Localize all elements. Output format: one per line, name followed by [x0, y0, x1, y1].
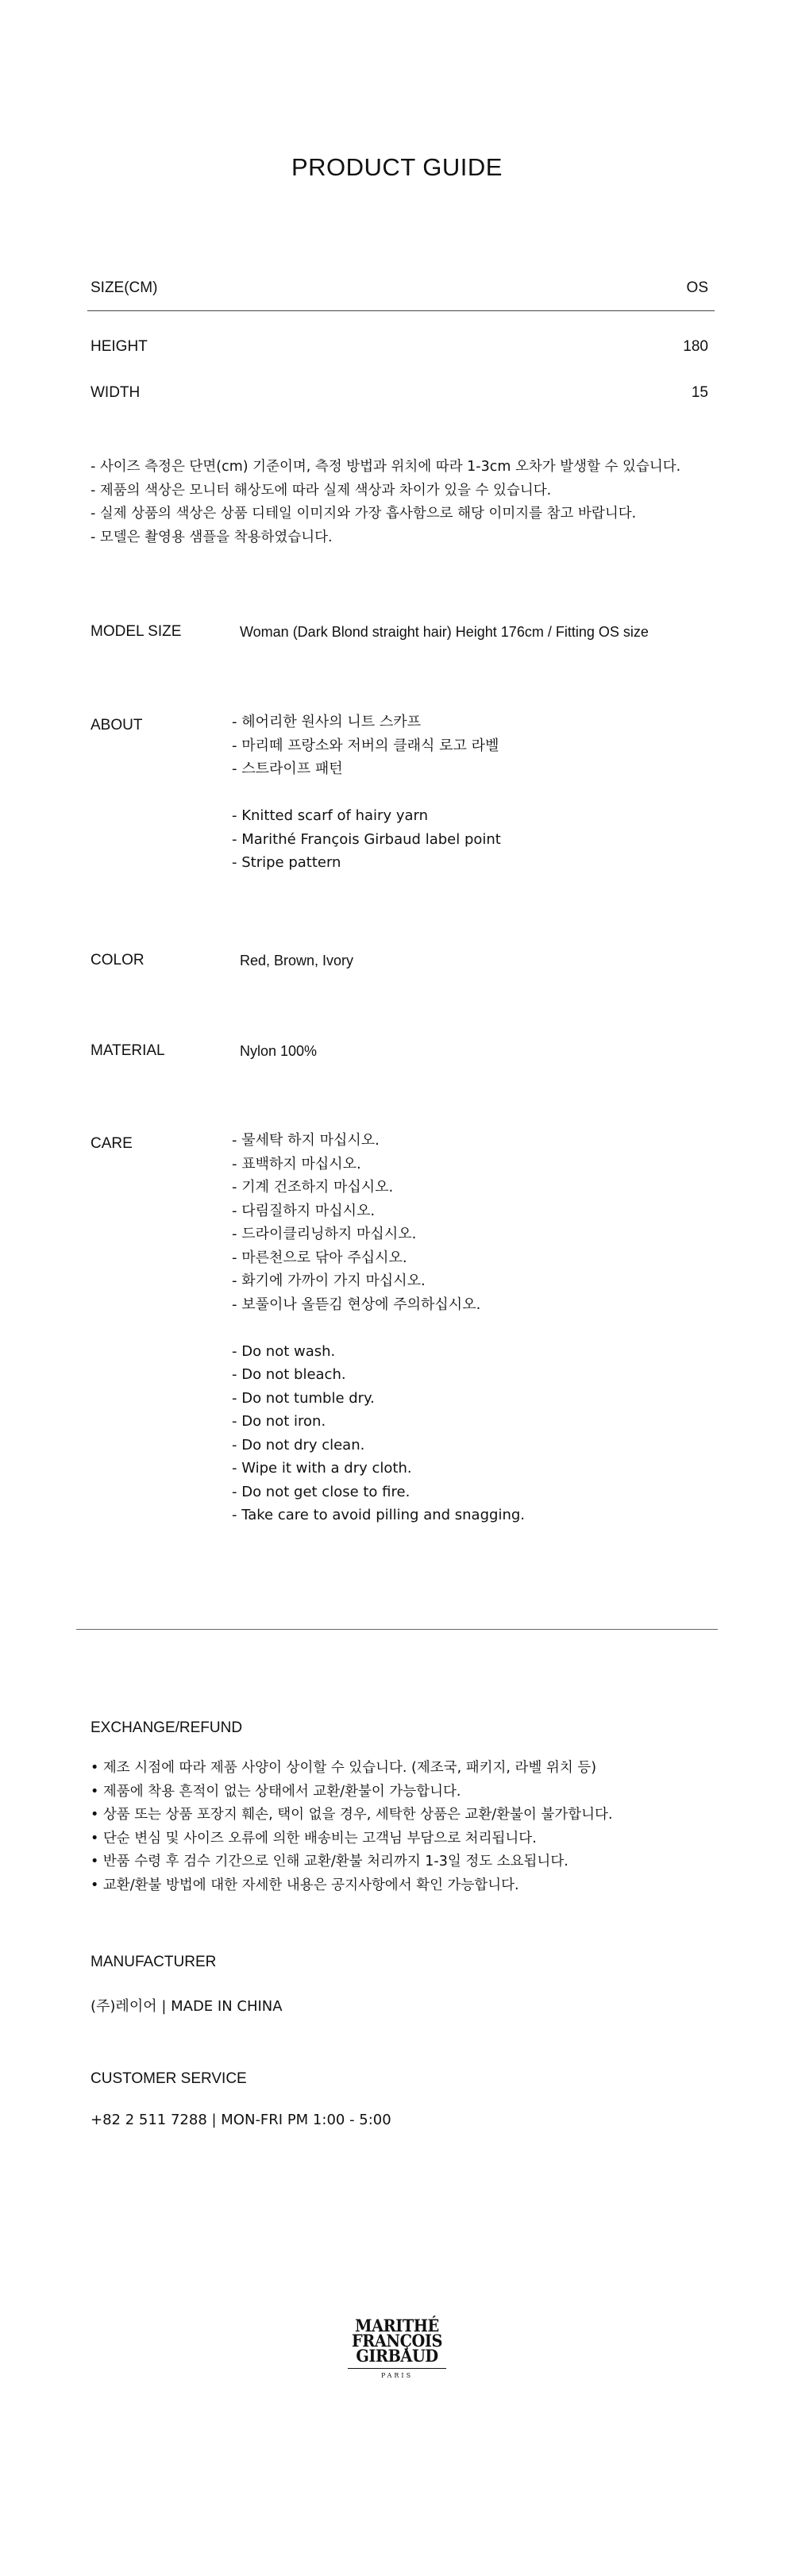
care-line: - Take care to avoid pilling and snagging.	[232, 1507, 525, 1523]
logo-paris: PARIS	[380, 2372, 414, 2379]
care-line	[232, 1316, 525, 1340]
about-list	[232, 710, 501, 875]
care-list	[232, 1129, 525, 1527]
material-value: Nylon 100%	[240, 1043, 318, 1059]
care-line: - Do not dry clean.	[232, 1436, 365, 1454]
size-row-value-height: 180	[683, 338, 708, 355]
care-line: - Do not iron.	[232, 1413, 326, 1430]
size-notes	[91, 456, 742, 549]
care-line: - 화기에 가까이 가지 마십시오.	[232, 1273, 426, 1289]
size-table-header-os: OS	[686, 279, 708, 296]
customer-service-title: CUSTOMER SERVICE	[91, 2070, 247, 2087]
about-line: - 마리떼 프랑소와 저버의 클래식 로고 라벨	[232, 737, 499, 754]
customer-service-value: +82 2 511 7288 | MON-FRI PM 1:00 - 5:00	[91, 2112, 391, 2128]
size-row-label-height: HEIGHT	[91, 338, 148, 355]
color-value: Red, Brown, Ivory	[240, 953, 354, 968]
care-line: - 드라이클리닝하지 마십시오.	[232, 1226, 417, 1242]
exchange-bullet: • 제품에 착용 흔적이 없는 상태에서 교환/환불이 가능합니다.	[91, 1783, 461, 1800]
exchange-bullet: • 제조 시점에 따라 제품 사양이 상이할 수 있습니다. (제조국, 패키지, 라벨 위치 등)	[91, 1760, 597, 1776]
brand-logo	[337, 2318, 457, 2379]
exchange-bullet: • 단순 변심 및 사이즈 오류에 의한 배송비는 고객님 부담으로 처리됩니다.	[91, 1830, 537, 1846]
about-label: ABOUT	[91, 717, 143, 734]
manufacturer-title: MANUFACTURER	[91, 1954, 217, 1970]
model-size-label: MODEL SIZE	[91, 623, 182, 640]
care-line: - Wipe it with a dry cloth.	[232, 1460, 412, 1477]
about-line: - 헤어리한 원사의 니트 스카프	[232, 714, 422, 730]
exchange-bullet: • 교환/환불 방법에 대한 자세한 내용은 공지사항에서 확인 가능합니다.	[91, 1877, 519, 1893]
logo-line-marithe: MARITHÉ	[355, 2316, 439, 2335]
note-line: - 실제 상품의 색상은 상품 디테일 이미지와 가장 흡사함으로 해당 이미지를 참고 바랍니다.	[91, 506, 637, 522]
size-table-header-size: SIZE(CM)	[91, 279, 158, 296]
about-line	[232, 781, 501, 805]
about-line: - Marithé François Girbaud label point	[232, 830, 501, 848]
care-label: CARE	[91, 1135, 133, 1152]
manufacturer-value: (주)레이어 | MADE IN CHINA	[91, 1998, 283, 2015]
exchange-refund-list	[91, 1757, 757, 1897]
care-line: - Do not get close to fire.	[232, 1483, 410, 1500]
color-label: COLOR	[91, 952, 145, 968]
care-line: - Do not wash.	[232, 1342, 336, 1360]
material-label: MATERIAL	[91, 1042, 165, 1059]
about-line: - Knitted scarf of hairy yarn	[232, 807, 428, 824]
care-line: - 다림질하지 마십시오.	[232, 1202, 376, 1219]
care-line: - Do not tumble dry.	[232, 1389, 375, 1407]
care-line: - 기계 건조하지 마십시오.	[232, 1179, 394, 1196]
model-size-value: Woman (Dark Blond straight hair) Height 176cm / Fitting OS size	[240, 624, 649, 640]
care-line: - 보풀이나 올뜯김 현상에 주의하십시오.	[232, 1296, 481, 1313]
page-title: PRODUCT GUIDE	[291, 153, 503, 181]
care-line: - 물세탁 하지 마십시오.	[232, 1132, 380, 1149]
note-line: - 사이즈 측정은 단면(cm) 기준이며, 측정 방법과 위치에 따라 1-3cm 오차가 발생할 수 있습니다.	[91, 459, 681, 475]
logo-line-francois: FRANÇOIS	[352, 2331, 442, 2351]
logo-line-girbaud: GIRBAUD	[356, 2346, 438, 2366]
care-line: - Do not bleach.	[232, 1366, 346, 1383]
size-table-divider	[87, 310, 715, 311]
section-divider	[76, 1629, 718, 1630]
note-line: - 제품의 색상은 모니터 해상도에 따라 실제 색상과 차이가 있을 수 있습니다.	[91, 482, 552, 499]
about-line: - 스트라이프 패턴	[232, 760, 343, 777]
exchange-bullet: • 반품 수령 후 검수 기간으로 인해 교환/환불 처리까지 1-3일 정도 소요됩니다.	[91, 1854, 569, 1869]
size-row-value-width: 15	[691, 384, 708, 401]
care-line: - 마른천으로 닦아 주십시오.	[232, 1249, 407, 1266]
note-line: - 모델은 촬영용 샘플을 착용하였습니다.	[91, 529, 333, 545]
about-line: - Stripe pattern	[232, 854, 341, 871]
exchange-refund-title: EXCHANGE/REFUND	[91, 1719, 243, 1736]
size-row-label-width: WIDTH	[91, 384, 141, 401]
care-line: - 표백하지 마십시오.	[232, 1155, 361, 1172]
exchange-bullet: • 상품 또는 상품 포장지 훼손, 택이 없을 경우, 세탁한 상품은 교환/환불이 불가합니다.	[91, 1807, 613, 1823]
logo-rule	[348, 2368, 446, 2369]
